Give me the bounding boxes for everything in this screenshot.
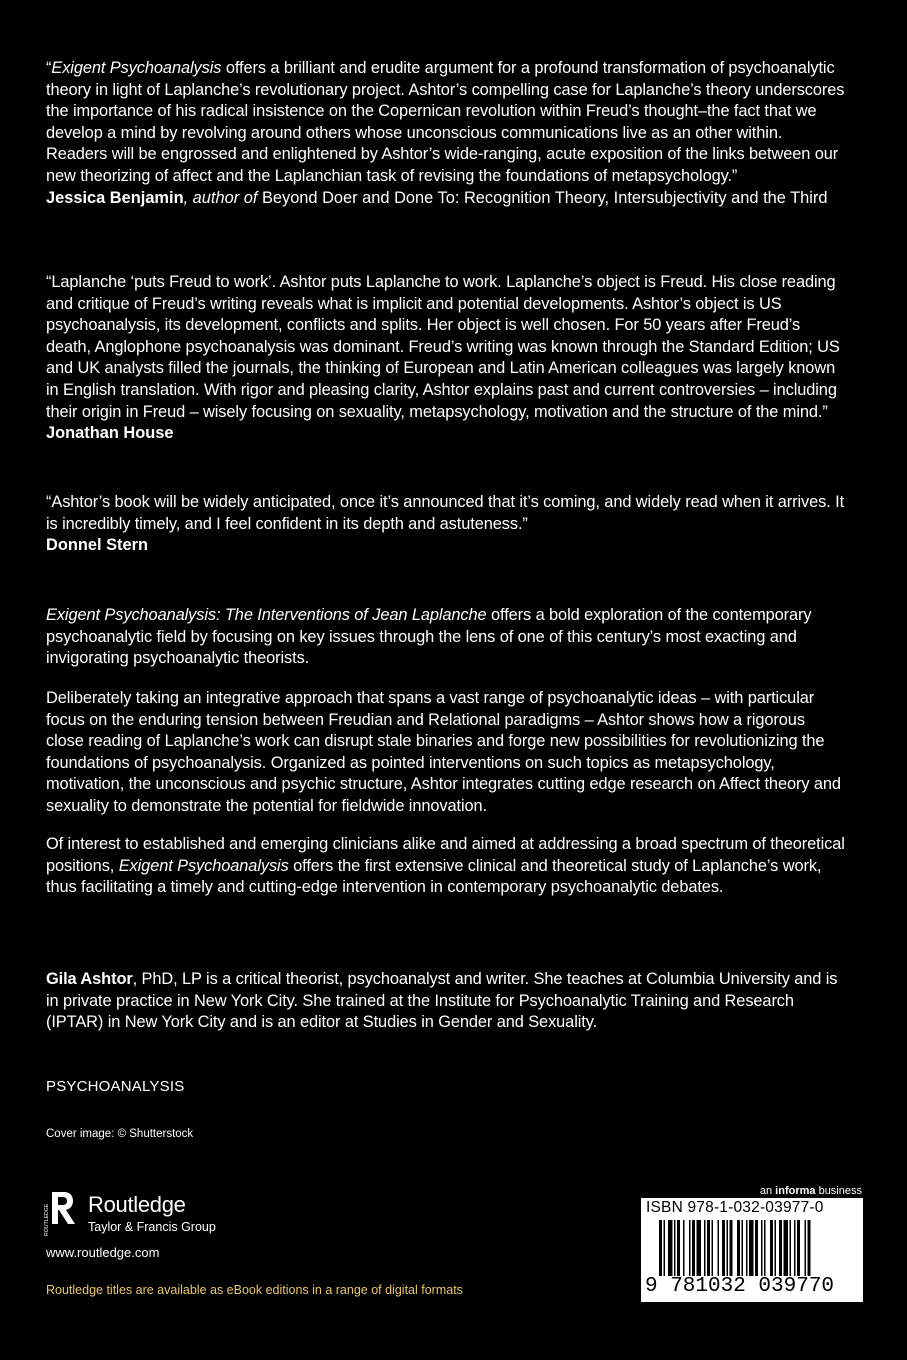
barcode-bar bbox=[664, 1220, 666, 1276]
author-name: Gila Ashtor bbox=[46, 970, 133, 988]
barcode-bar bbox=[770, 1220, 773, 1276]
barcode-bar bbox=[692, 1220, 695, 1276]
endorser-work: Beyond Doer and Done To: Recognition Theory, Intersubjectivity and the Third bbox=[261, 188, 828, 207]
barcode-bar bbox=[727, 1220, 729, 1276]
barcode-bar bbox=[790, 1220, 792, 1276]
barcode-bar bbox=[689, 1220, 691, 1276]
barcode-bar bbox=[674, 1220, 676, 1276]
barcode-bar bbox=[659, 1220, 662, 1276]
barcode-bar bbox=[730, 1220, 733, 1276]
barcode-bar bbox=[742, 1220, 744, 1276]
barcode-bar bbox=[749, 1220, 754, 1276]
barcode-bar bbox=[755, 1220, 758, 1276]
description-p3: Of interest to established and emerging clinicians alike and aimed at addressing a broad spectrum of theoretical positions, Exigent Psychoanalysis offers the first extensive clinical and theoretical study of Laplanche’s work, thus facilitating a timely and cutting-edge intervention in contemporary psychoanalytic debates. bbox=[46, 835, 845, 897]
book-title: Exigent Psychoanalysis: The Interventions of Jean Laplanche bbox=[46, 606, 487, 624]
barcode-bar bbox=[722, 1220, 725, 1276]
barcode-bar bbox=[718, 1220, 720, 1276]
endorser-name: Jessica Benjamin bbox=[46, 188, 184, 207]
barcode-bar bbox=[779, 1220, 782, 1276]
svg-text:ROUTLEDGE: ROUTLEDGE bbox=[44, 1203, 50, 1236]
author-bio: Gila Ashtor, PhD, LP is a critical theorist, psychoanalyst and writer. She teaches at Columbia University and is in private practice in New York City. She trained at the Institute for Psychoanalytic Training and Research (IPTAR) in New York City and is an editor at Studies in Gender and Sexuality. bbox=[46, 970, 838, 1032]
barcode-bar bbox=[677, 1220, 680, 1276]
barcode-bar bbox=[797, 1220, 800, 1276]
book-title: Exigent Psychoanalysis bbox=[118, 856, 289, 875]
endorsement-attribution: Jessica Benjamin, author of Beyond Doer and Done To: Recognition Theory, Intersubjectivity and the Third bbox=[46, 188, 828, 207]
routledge-logo-icon bbox=[44, 1188, 76, 1238]
barcode-bar bbox=[761, 1220, 763, 1276]
isbn-barcode bbox=[641, 1198, 863, 1302]
book-title: Exigent Psychoanalysis bbox=[51, 59, 222, 77]
cover-credit: Cover image: © Shutterstock bbox=[46, 1128, 194, 1140]
barcode-bar bbox=[668, 1220, 673, 1276]
barcode-bar bbox=[712, 1220, 714, 1276]
barcode-bar bbox=[704, 1220, 706, 1276]
endorsement-quote: “Exigent Psychoanalysis offers a brilliant and erudite argument for a profound transformation of psychoanalytic theory in light of Laplanche’s revolutionary project. Ashtor’s compelling case for Laplanche’s theory underscores the importance of his radical insistence on the Copernican revolution within Freud’s thought–the fact that we develop a mind by revolving around others whose unconscious communications live as an other within. Readers will be engrossed and enlightened by Ashtor’s wide-ranging, acute exposition of the links between our new theorizing of affect and the Laplanchian task of revising the foundations of metapsychology.” bbox=[46, 59, 845, 185]
description-p1: Exigent Psychoanalysis: The Interventions of Jean Laplanche offers a bold exploration of the contemporary psychoanalytic field by focusing on key issues through the lens of one of this century’s most exacting and invigorating psychoanalytic theorists. bbox=[46, 606, 812, 668]
endorser-name: Donnel Stern bbox=[46, 536, 148, 555]
ebook-footnote: Routledge titles are available as eBook editions in a range of digital formats bbox=[46, 1283, 463, 1297]
subject-category: PSYCHOANALYSIS bbox=[46, 1078, 185, 1095]
barcode-bar bbox=[764, 1220, 766, 1276]
publisher-name: Routledge bbox=[88, 1192, 186, 1217]
endorsement-1 bbox=[46, 58, 846, 209]
endorsement-2 bbox=[46, 272, 846, 445]
barcode-bar bbox=[737, 1220, 740, 1276]
endorsement-attribution bbox=[46, 535, 846, 557]
endorsement-quote: “Laplanche ‘puts Freud to work’. Ashtor puts Laplanche to work. Laplanche’s object is Freud. His close reading and critique of Freud’s writing reveals what is implicit and potential developments. Ashtor’s object is US psychoanalysis, its development, conflicts and splits. Her object is well chosen. For 50 years after Freud’s death, Anglophone psychoanalysis was dominant. Freud’s writing was known through the Standard Edition; US and UK analysts filled the journals, the thinking of European and Latin American colleagues was largely known in English translation. With rigor and pleasing clarity, Ashtor explains past and current controversies – including their origin in Freud – wisely focusing on sexuality, metapsychology, motivation and the structure of the mind.” bbox=[46, 273, 840, 421]
description-p2: Deliberately taking an integrative approach that spans a vast range of psychoanalytic ideas – with particular focus on the enduring tension between Freudian and Relational paradigms – Ashtor shows how a rigorous close reading of Laplanche’s work can disrupt stale binaries and forge new possibilities for revolutionizing the foundations of psychoanalysis. Organized as pointed interventions on such topics as metapsychology, motivation, the unconscious and psychic structure, Ashtor integrates cutting edge research on Affect theory and sexuality to demonstrate the potential for fieldwide innovation. bbox=[46, 689, 841, 815]
barcode-bars bbox=[659, 1220, 857, 1276]
barcode-bar bbox=[775, 1220, 777, 1276]
isbn-label: ISBN 978-1-032-03977-0 bbox=[646, 1199, 824, 1216]
barcode-bar bbox=[808, 1220, 811, 1276]
endorser-name: Jonathan House bbox=[46, 424, 174, 443]
endorsement-attribution bbox=[46, 423, 846, 445]
barcode-bar bbox=[784, 1220, 789, 1276]
publisher-logo bbox=[44, 1188, 264, 1238]
barcode-bar bbox=[794, 1220, 796, 1276]
endorsement-3 bbox=[46, 492, 846, 557]
barcode-bar bbox=[805, 1220, 807, 1276]
barcode-bar bbox=[697, 1220, 702, 1276]
publisher-website[interactable]: www.routledge.com bbox=[46, 1245, 160, 1260]
isbn-digits: 9 781032 039770 bbox=[645, 1275, 835, 1298]
publisher-group: Taylor & Francis Group bbox=[88, 1220, 216, 1234]
barcode-bar bbox=[683, 1220, 685, 1276]
barcode-bar bbox=[707, 1220, 710, 1276]
barcode-bar bbox=[746, 1220, 748, 1276]
informa-tagline: an informa business bbox=[759, 1185, 862, 1197]
endorsement-quote: “Ashtor’s book will be widely anticipated, once it’s announced that it’s coming, and widely read when it arrives. It is incredibly timely, and I feel confident in its depth and astuteness.” bbox=[46, 493, 845, 533]
